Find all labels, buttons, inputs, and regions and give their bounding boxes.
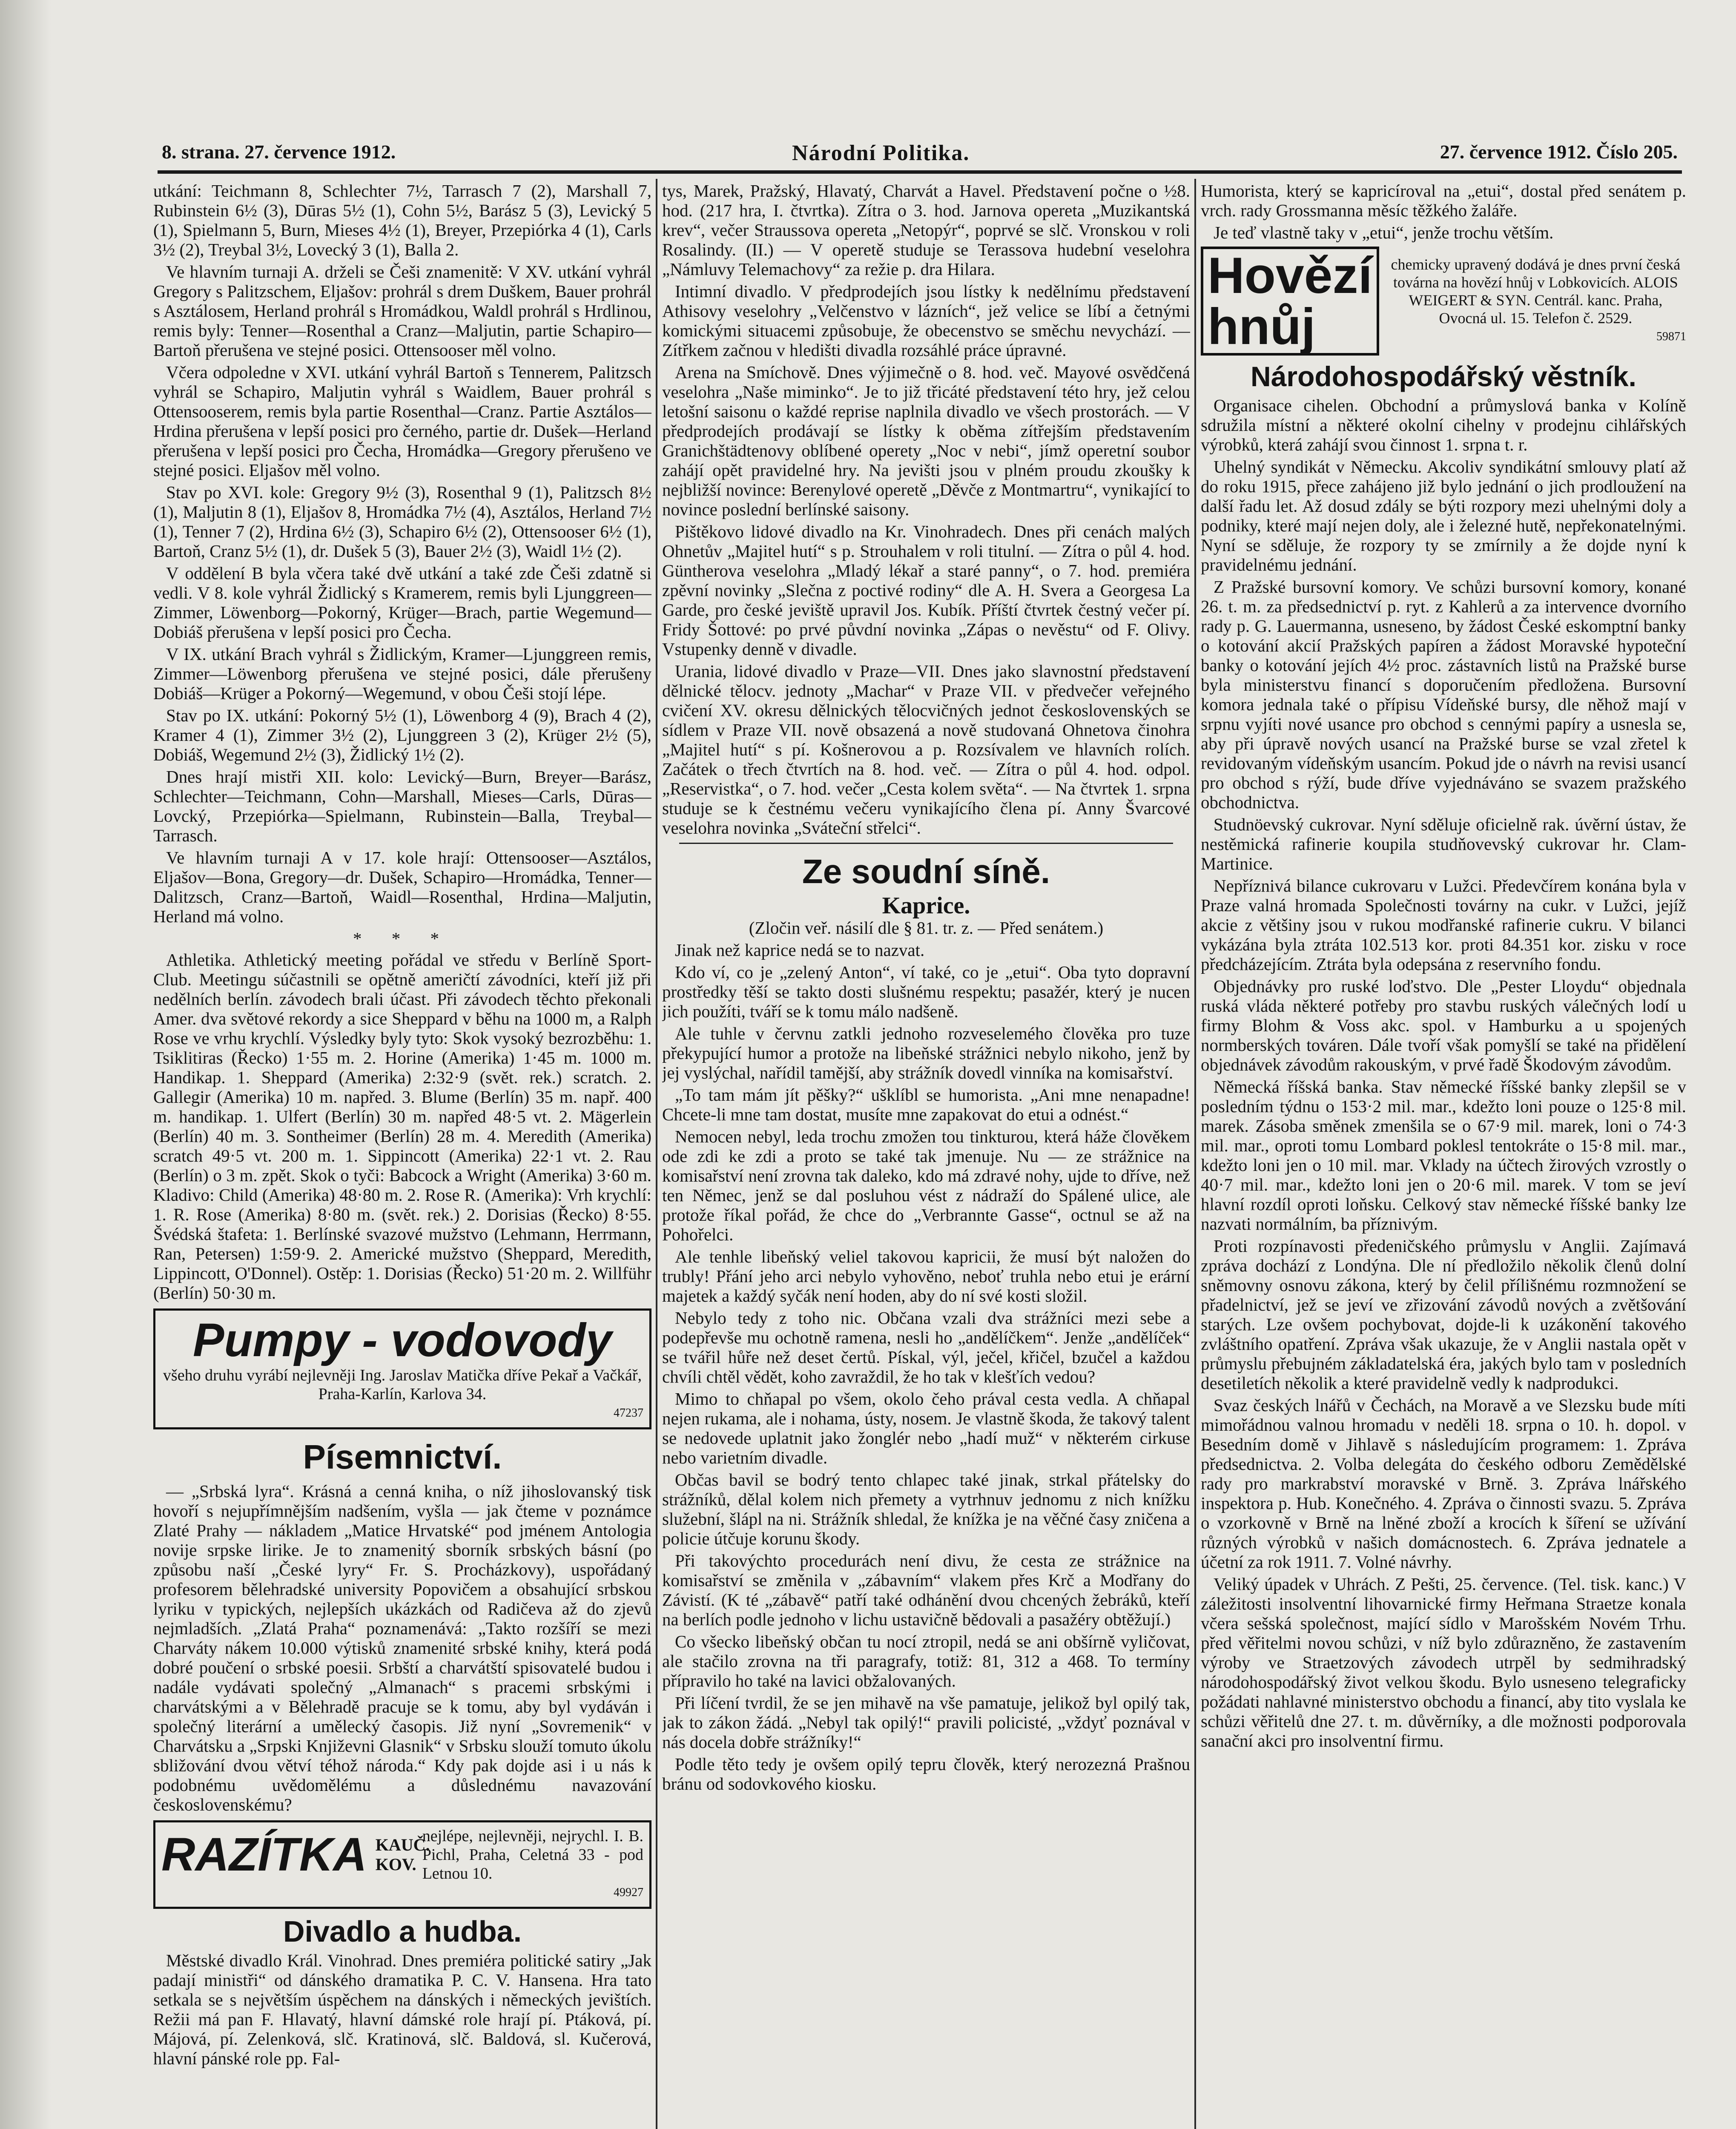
court-paragraph: Ale tenhle libeňský veliel takovou kapricii, že musí být naložen do trubly! Přání jeho arci nebylo vyhověno, neboť truhla nebo etui je erární majetek a každý syčák není hoden, aby do ní své kosti složil. bbox=[662, 1247, 1190, 1306]
article-title-kaprice: Kaprice. bbox=[882, 892, 970, 919]
economy-paragraph: Z Pražské bursovní komory. Ve schůzi bursovní komory, konané 26. t. m. za předsednictví p. ryt. z Kahlerů a za intervence dvorního rady p. G. Lauermanna, usneseno, by žádost České eskomptní banky o kotování akcií Pražských papíren a žádost Moravské hypoteční banky o kotování jejích 4½ proc. zástavních listů na Pražské burse byla ministerstvu financí s doporučením předložena. Bursovní komora jednala také o přípisu Vídeňské bursy, dle něhož mají v srpnu vyjíti nové usance pro obchod s cennými papíry a usnesla se, aby při úpravě nových usancí na Pražské burse se vzal zřetel k revidovaným vídeňským usancím. Pokud jde o návrh na revisi usancí pro obchod s rýží, bude dříve vyjednáváno se svazem pražského obchodnictva. bbox=[1201, 577, 1686, 812]
chess-results: utkání: Teichmann 8, Schlechter 7½, Tarrasch 7 (2), Marshall 7, Rubinstein 6½ (3), Dūras 5½ (1), Cohn 5½, Barász 5 (3), Levický 5 (1), Spielmann 5, Burn, Mieses 4½ (1), Breyer, Przepiórka 4 (1), Carls 3½ (2), Treybal 3½, Lovecký 3 (1), Balla 2. bbox=[153, 181, 651, 259]
advert-pumps-title: Pumpy - vodovody bbox=[193, 1314, 612, 1366]
page-header bbox=[162, 141, 1678, 170]
athletics-article: Athletika. Athletický meeting pořádal ve středu v Berlíně Sport-Club. Meetingu súčastnili se opětně američtí závodníci, kteří již při nedělních berlín. závodech brali účast. Při závodech těchto překonali Amer. dva světové rekordy a sice Sheppard v běhu na 1000 m, a Ralph Rose ve vrhu krychlí. Výsledky byly tyto: Skok vysoký bezrozběhu: 1. Tsiklitiras (Řecko) 1·55 m. 2. Horine (Amerika) 1·45 m. 1000 m. Handikap. 1. Sheppard (Amerika) 2:32·9 (svět. rek.) scratch. 2. Gallegir (Amerika) 10 m. napřed. 3. Blume (Berlín) 35 m. např. 400 m. handikap. 1. Ulfert (Berlín) 30 m. napřed 48·5 vt. 2. Mägerlein (Berlín) 40 m. 3. Sontheimer (Berlín) 28 m. 4. Meredith (Amerika) scratch 49·5 vt. 200 m. 1. Sippincott (Amerika) 22·1 vt. 2. Rau (Berlín) o 3 m. zpět. Skok o tyči: Babcock a Wright (Amerika) 3·60 m. Kladivo: Child (Amerika) 48·80 m. 2. Rose R. (Amerika): Vrh krychlí: 1. R. Rose (Amerika) 8·80 m. (svět. rek.) 2. Dorisias (Řecko) 8·55. Švédská štafeta: 1. Berlínské svazové mužstvo (Lehmann, Herrmann, Ran, Petersen) 1:59·9. 2. Americké mužstvo (Sheppard, Meredith, Lippincott, O'Donnel). Ostěp: 1. Dorisias (Řecko) 51·20 m. 2. Willführ (Berlín) 50·30 m. bbox=[153, 950, 651, 1303]
theatre-paragraph: tys, Marek, Pražský, Hlavatý, Charvát a Havel. Představení počne o ½8. hod. (217 hra, I. čtvrtka). Zítra o 3. hod. Jarnova opereta „Muzikantská krev“, večer Straussova opereta „Netopýr“, poprvé se slč. Vronskou v roli Rosalindy. (II.) — V operetě studuje se Terassova hudební veselohra „Námluvy Telemachovy“ za režie p. dra Hilara. bbox=[662, 181, 1190, 279]
section-heading-economy: Národohospodářský věstník. bbox=[1251, 361, 1636, 392]
economy-paragraph: Studnöevský cukrovar. Nyní sděluje oficielně rak. úvěrní ústav, že nestěmická rafinerie koupila studňovevský cukrovar hr. Clam-Martinice. bbox=[1201, 815, 1686, 873]
literature-article: — „Srbská lyra“. Krásná a cenná kniha, o níž jihoslovanský tisk hovoří s nejupřímnějším nadšením, vyšla — jak čteme v poznámce Zlaté Prahy — nákladem „Matice Hrvatské“ pod jménem Antologia novije srpske lirike. Je to znamenitý sborník srbských básní (po způsobu naší „České lyry“ Fr. S. Procházkovy), uspořádaný profesorem bělehradské university Popovičem a obsahující srbskou lyriku v typických, nejlepších ukázkách od Radičeva až do zjevů nejmladších. „Zlatá Praha“ poznamenává: „Takto rozšíří se mezi Charváty nákem 10.000 výtisků znamenité srbské knihy, která podá dobré poučení o srbské poesii. Srbští a charvátští spisovatelé budou i nadále vydávati společný „Almanach“ s pracemi srbskými i charvátskými a v Bělehradě pracuje se k tomu, aby byl vydáván i společný literární a umělecký časopis. Již nyní „Sovremenik“ v Charvátsku a „Srpski Književni Glasnik“ v Srbsku slouží tomuto úkolu sbližování dvou větví téhož národa.“ Kdy pak dojde asi i u nás k podobnému uvědomělému a důslednému navazování československému? bbox=[153, 1481, 651, 1814]
court-paragraph: „To tam mám jít pěšky?“ ušklíbl se humorista. „Ani mne nenapadne! Chcete-li mne tam dostat, musíte mne zapakovat do etui a odnést.“ bbox=[662, 1085, 1190, 1124]
court-paragraph: Jinak než kaprice nedá se to nazvat. bbox=[675, 940, 925, 960]
column-2 bbox=[662, 181, 1190, 2129]
theatre-article: Městské divadlo Král. Vinohrad. Dnes premiéra politické satiry „Jak padají ministři“ od dánského dramatika P. C. V. Hansena. Hra tato setkala se s největším úspěchem na dánských i německých jevištích. Režii má pan F. Hlavatý, hlavní dámské role hrají pí. Ptáková, pí. Májová, pí. Zelenková, slč. Kratinová, slč. Baldová, sl. Kučerová, hlavní pánské role pp. Fal- bbox=[153, 1951, 651, 2068]
advert-stamps-number: 49927 bbox=[614, 1886, 643, 1899]
theatre-paragraph: Urania, lidové divadlo v Praze—VII. Dnes jako slavnostní představení dělnické tělocv. jednoty „Machar“ v Praze VII. v předvečer veřejného cvičení XV. okresu dělnických tělocvičných jednot československých se sídlem v Praze VII. nově obsazená a nově studovaná Ohnetova činohra „Majitel hutí“ s pí. Košnerovou a p. Rozsívalem ve hlavních rolích. Začátek o třech čtvrtích na 8. hod. več. — Zítra o půl 4. hod. odpol. „Reservistka“, o 7. hod. večer „Cesta kolem světa“. — Na čtvrtek 1. srpna studuje se k čestnému večeru vynikajícího člena pí. Anny Švarcové veselohra novinka „Sváteční střelci“. bbox=[662, 661, 1190, 838]
economy-paragraph: Uhelný syndikát v Německu. Akcoliv syndikátní smlouvy platí až do roku 1915, přece zahájeno již bylo jednání o jich prodloužení na další řadu let. Až dosud zdály se býti rozpory mezi uhelnými doly a podniky, které mají nejen doly, ale i železné hutě, nepřekonatelnými. Nyní se sděluje, že rozpory ty se zmírnily a že dojde nyní k pravidelnému jednání. bbox=[1201, 457, 1686, 574]
chess-paragraph: Stav po XVI. kole: Gregory 9½ (3), Rosenthal 9 (1), Palitzsch 8½ (1), Maljutin 8 (1), Eljašov 8, Hromádka 7½ (4), Asztálos, Herland 7½ (1), Tenner 7 (2), Hrdina 6½ (3), Schapiro 6½ (2), Ottensooser 6½ (1), Bartoň, Cranz 5½ (1), dr. Dušek 5 (3), Bauer 2½ (3), Waidl 1½ (2). bbox=[153, 482, 651, 561]
advert-stamps-text: nejlépe, nejlevněji, nejrychl. I. B. Pichl, Praha, Celetná 33 - pod Letnou 10. bbox=[422, 1827, 643, 1882]
advert-stamps-title: RAZÍTKA bbox=[161, 1828, 367, 1881]
economy-paragraph: Nepříznivá bilance cukrovaru v Lužci. Předevčírem konána byla v Praze valná hromada Společnosti továrny na cukr. v Lužci, jejíž akcie z většiny jsou v rukou modřanské rafinerie cukru. V bilanci vykázána byla ztráta 102.513 kor. proti 84.351 kor. zisku v roce předcházejícím. Ztráta byla odepsána z reservního fondu. bbox=[1201, 876, 1686, 974]
advert-pumps bbox=[153, 1308, 651, 1429]
advert-manure-number: 59871 bbox=[1656, 330, 1686, 343]
scan-edge-shadow bbox=[0, 0, 51, 2129]
theatre-paragraph: Intimní divadlo. V předprodejích jsou lístky k nedělnímu představení Athisovy veselohry „Velčenstvo v lázních“, jež velice se líbí a četnými komickými situacemi způsobuje, že obecenstvo se směchu nevychází. — Zítřkem začnou v hledišti divadla rozsáhlé práce úpravné. bbox=[662, 281, 1190, 360]
column-1 bbox=[153, 181, 651, 2129]
economy-paragraph: Německá říšská banka. Stav německé říšské banky zlepšil se v posledním týdnu o 153·2 mil. mar., kdežto loni pouze o 125·8 mil. marek. Zásoba směnek zmenšila se o 67·9 mil. marek, loni o 74·3 mil. mar., oproti tomu Lombard poklesl tentokráte o 15·8 mil. mar., kdežto loni jen o 10 mil. mar. Vklady na účtech žirových vzrostly o 40·7 mil. mar., kdežto loni jen o 20·6 mil. marek. V tom se jeví hlavní rozdíl oproti loňsku. Celkový stav německé říšské banky lze nazvati normálním, ba příznivým. bbox=[1201, 1077, 1686, 1234]
column-rule-1 bbox=[656, 179, 657, 2129]
column-3 bbox=[1201, 181, 1686, 2129]
advert-stamps bbox=[153, 1820, 651, 1909]
column-rule-2 bbox=[1194, 179, 1196, 2129]
court-paragraph: Při takovýchto procedurách není divu, že cesta ze strážnice na komisařství se změnila v „zábavním“ vlakem přes Krč a Modřany do Závistí. (K té „zábavě“ patří také odhánění dvou chcených žebráků, kteří na berlích podle jednoho v lichu ustavičně bědovali a pasažéry obtěžují.) bbox=[662, 1551, 1190, 1629]
section-divider bbox=[679, 843, 1173, 844]
chess-paragraph: Stav po IX. utkání: Pokorný 5½ (1), Löwenborg 4 (9), Brach 4 (2), Kramer 4 (1), Zimmer 3½ (2), Ljunggreen 3 (2), Krüger 2½ (5), Dobiáš, Wegemund 2½ (3), Židlický 1½ (2). bbox=[153, 706, 651, 764]
court-paragraph: Nebylo tedy z toho nic. Občana vzali dva strážníci mezi sebe a podepřevše mu ochotně ramena, nesli ho „andělíčkem“. Jenže „andělíček“ se tvářil hůře než deset čertů. Pískal, výl, ječel, křičel, bzučel a každou chvíli chtěl vědět, koho zavraždil, že ho tak v klešťích vedou? bbox=[662, 1308, 1190, 1386]
section-stars: * * * bbox=[353, 929, 452, 948]
section-heading-court: Ze soudní síně. bbox=[802, 852, 1050, 890]
header-masthead: Národní Politika. bbox=[792, 141, 970, 165]
chess-paragraph: V oddělení B byla včera také dvě utkání a také zde Češi zdatně si vedli. V 8. kole vyhrál Židlický s Kramerem, remis byli Ljunggreen—Zimmer, Löwenborg—Pokorný, Krüger—Brach, partie Wegemund—Dobiáš přerušena v lepší posici pro Čecha. bbox=[153, 563, 651, 642]
court-paragraph: Kdo ví, co je „zelený Anton“, ví také, co je „etui“. Oba tyto dopravní prostředky těší se takto dosti slušnému respektu; pasažér, který je nucen jich použíti, tváří se k tomu málo nadšeně. bbox=[662, 962, 1190, 1021]
header-left: 8. strana. 27. července 1912. bbox=[162, 141, 396, 163]
court-paragraph: Občas bavil se bodrý tento chlapec také jinak, strkal přátelsky do strážníků, dělal kolem nich přemety a vytrhnuv jednomu z nich knížku služební, šlápl na ni. Strážník shledal, že knížka je na věčné časy zničena a policie útčuje korunu škody. bbox=[662, 1470, 1190, 1548]
economy-paragraph: Svaz českých lnářů v Čechách, na Moravě a ve Slezsku bude míti mimořádnou valnou hromadu v neděli 18. srpna o 10. h. dopol. v Besedním domě v Jihlavě s následujícím programem: 1. Zpráva předsednictva. 2. Volba delegáta do českého odboru Zemědělské rady pro markrabství moravské v Brně. 3. Zpráva lnářského inspektora p. Hub. Konečného. 4. Zpráva o činnosti svazu. 5. Zpráva o vzorkovně v Brně na lněné zboží a krocích k šíření se užívání různých výrobků v našich domácnostech. 6. Zpráva jednatele a účetní za rok 1911. 7. Volné návrhy. bbox=[1201, 1395, 1686, 1572]
court-conclusion: Humorista, který se kapricíroval na „etui“, dostal před senátem p. vrch. rady Grossmanna měsíc těžkého žaláře. bbox=[1201, 181, 1686, 220]
court-paragraph: Při líčení tvrdil, že se jen mihavě na vše pamatuje, jelikož byl opilý tak, jak to zákon žádá. „Nebyl tak opilý!“ pravili policisté, „vždyť poznával v nás docela dobře strážníky!“ bbox=[662, 1693, 1190, 1752]
chess-paragraph: Dnes hrají mistři XII. kolo: Levický—Burn, Breyer—Barász, Schlechter—Teichmann, Cohn—Marshall, Mieses—Carls, Dūras—Lovcký, Przepiórka—Spielmann, Rubinstein—Balla, Treybal—Tarrasch. bbox=[153, 767, 651, 845]
economy-paragraph: Veliký úpadek v Uhrách. Z Pešti, 25. července. (Tel. tisk. kanc.) V záležitosti insolventní lihovarnické firmy Heřmana Straetze konala včera sešská společnost, mající sídlo v Marošském Novém Trhu. před věřitelmi novou schůzi, v níž bylo zdůrazněno, že zastavením výroby ve Straetzových závodech utrpěl by sedmihradský národohospodářský život velkou škodu. Bylo usneseno telegraficky požádati nahlavné ministerstvo obchodu a financí, aby tito vyslala ke schůzi věřitelů dne 27. t. m. důvěrníky, a dle možnosti podporovala sanační akci pro insolventní firmu. bbox=[1201, 1574, 1686, 1750]
header-right: 27. července 1912. Číslo 205. bbox=[1440, 141, 1678, 163]
advert-pumps-number: 47237 bbox=[614, 1406, 643, 1420]
article-subtitle: (Zločin veř. násilí dle § 81. tr. z. — Před senátem.) bbox=[749, 918, 1104, 938]
court-paragraph: Mimo to chňapal po všem, okolo čeho prával cesta vedla. A chňapal nejen rukama, ale i nohama, ústy, nosem. Je vlastně škoda, že takový talent se nedovede uplatnit jako žonglér nebo „hadí muž“ v některém cirkuse nebo varietním divadle. bbox=[662, 1389, 1190, 1467]
economy-paragraph: Objednávky pro ruské loďstvo. Dle „Pester Lloydu“ objednala ruská vláda některé potřeby pro stavbu ruských válečných lodí u firmy Blohm & Voss akc. spol. v Hamburku a u spojených normberských továren. Dále tvoří však pomyšlí se také na přidělení objednávek závodům rakouským, v prvé řadě Škodovým závodům. bbox=[1201, 976, 1686, 1074]
advert-manure-text: chemicky upravený dodává je dnes první česká továrna na hovězí hnůj v Lobkovicích. ALOIS WEIGERT & SYN. Centrál. kanc. Praha, Ovocná ul. 15. Telefon č. 2529. bbox=[1391, 256, 1681, 327]
chess-paragraph: V IX. utkání Brach vyhrál s Židlickým, Kramer—Ljunggreen remis, Zimmer—Löwenborg přerušena ve stejné posici, dále přerušeny Dobiáš—Krüger a Pokorný—Wegemund, v obou Češi stojí lépe. bbox=[153, 644, 651, 703]
section-heading-theatre: Divadlo a hudba. bbox=[283, 1915, 522, 1948]
advert-manure-title: Hovězí hnůj bbox=[1201, 247, 1379, 356]
court-paragraph: Podle těto tedy je ovšem opilý tepru člověk, který nerozezná Prašnou bránu od sodovkového kiosku. bbox=[662, 1754, 1190, 1793]
chess-paragraph: Ve hlavním turnaji A. drželi se Češi znamenitě: V XV. utkání vyhrál Gregory s Palitzschem, Eljašov: prohrál s drem Duškem, Bauer prohrál s Asztálosem, Herland prohrál s Hromádkou, Waldl prohrál s Hrdlinou, remis byly: Tenner—Rosenthal a Cranz—Maljutin, partie Schapiro—Bartoň přerušena ve stejné posici. Ottensooser měl volno. bbox=[153, 262, 651, 360]
chess-paragraph: Včera odpoledne v XVI. utkání vyhrál Bartoň s Tennerem, Palitzsch vyhrál se Schapiro, Maljutin vyhrál s Waidlem, Bauer prohrál s Ottensooserem, remis byla partie Rosenthal—Cranz. Partie Asztálos—Hrdina přerušena v lepší posici pro černého, partie dr. Dušek—Herland přerušena v lepší posici pro Čecha, Hromádka—Gregory přerušeno ve stejné posici. Eljašov měl volno. bbox=[153, 362, 651, 480]
section-heading-literature: Písemnictví. bbox=[303, 1438, 502, 1476]
court-paragraph: Ale tuhle v červnu zatkli jednoho rozveselemého člověka pro tuze překypující humor a protože na libeňské strážnici nebylo nikoho, jenž by jej vyslýchal, nařídil tamější, aby strážník dovedl vinníka na komisařství. bbox=[662, 1024, 1190, 1082]
economy-paragraph: Organisace cihelen. Obchodní a průmyslová banka v Kolíně sdružila místní a některé okolní cihelny v prodejnu cihlářských výrobků, která zahájí svou činnost 1. srpna t. r. bbox=[1201, 396, 1686, 454]
theatre-paragraph: Arena na Smíchově. Dnes výjimečně o 8. hod. več. Mayové osvědčená veselohra „Naše miminko“. Je to již třicáté představení této hry, jež celou letošní saisonu o každé reprise naplnila divadlo ve všech prostorách. — V předprodejích prodávají se lístky k oběma zítřejším představením Granichštädtenovy oblíbené operety „Noc v nebi“, jímž operetní soubor zahájí opět pravidelné hry. Na jevišti jsou v plném proudu zkoušky k nejbližší novince: Berenylové operetě „Děvče z Montmartru“, vynikající to novince poslední berlínské saisony. bbox=[662, 362, 1190, 519]
economy-paragraph: Proti rozpínavosti předeničského průmyslu v Anglii. Zajímavá zpráva dochází z Londýna. Dle ní předložilo několik členů dolní sněmovny osnovu zákona, který by čelil přílišnému rozmnožení se přadelnictví, jež se jeví ve zřizování závodů nových a zvětšování starých. Lze ovšem pochybovat, dojde-li k uzákonění takového zvláštního opatření. Zpráva však ukazuje, že v Anglii nastala opět v průmyslu přebujném základatelská éra, jakých bylo tam v posledních desetiletích několik a které pravidelně vedly k nadprodukci. bbox=[1201, 1236, 1686, 1393]
court-paragraph: Co všecko libeňský občan tu nocí ztropil, nedá se ani obšírně vyličovat, ale stačilo zrovna na tři paragrafy, totiž: 81, 312 a 468. To termíny přípravilo ho také na lavici obžalovaných. bbox=[662, 1632, 1190, 1690]
theatre-paragraph: Pištěkovo lidové divadlo na Kr. Vinohradech. Dnes při cenách malých Ohnetův „Majitel hutí“ s p. Strouhalem v roli titulní. — Zítra o půl 4. hod. Güntherova veselohra „Mladý lékař a staré panny“, o 7. hod. premiéra zpěvní novinky „Slečna z poctivé rodiny“ dle A. H. Svera a Georgesa La Garde, pro české jeviště upravil Jos. Kubík. Příští čtvrtek čestný večer pí. Fridy Šottové: po prvé půvdní novinka „Zápas o nevěstu“ od F. Olivy. Vstupenky denně v divadle. bbox=[662, 522, 1190, 659]
advert-pumps-text: všeho druhu vyrábí nejlevněji Ing. Jaroslav Matička dříve Pekař a Vačkář, Praha-Karlín, Karlova 34. bbox=[163, 1366, 642, 1403]
header-rule bbox=[158, 170, 1682, 174]
court-paragraph: Nemocen nebyl, leda trochu zmožen tou tinkturou, která háže člověkem ode zdi ke zdi a proto se také tak jmenuje. Nu — ze strážnice na komisařství není zrovna tak daleko, kdo má zdravé nohy, ujde to dříve, než ten Němec, jenž se dal posluhou vést z nádraží do Spálené ulice, ale protože říkal pořád, že chce do „Verbrannte Gasse“, octnul se až na Pohořelci. bbox=[662, 1127, 1190, 1244]
court-conclusion: Je teď vlastně taky v „etui“, jenže trochu větším. bbox=[1214, 223, 1554, 242]
chess-paragraph: Ve hlavním turnaji A v 17. kole hrají: Ottensooser—Asztálos, Eljašov—Bona, Gregory—dr. Dušek, Schapiro—Hromádka, Tenner—Dalitzsch, Cranz—Bartoň, Waidl—Rosenthal, Hrdina—Maljutin, Herland má volno. bbox=[153, 848, 651, 926]
advert-stamps-kind: KAUČ. KOV. bbox=[375, 1835, 430, 1874]
advert-manure bbox=[1201, 247, 1686, 356]
